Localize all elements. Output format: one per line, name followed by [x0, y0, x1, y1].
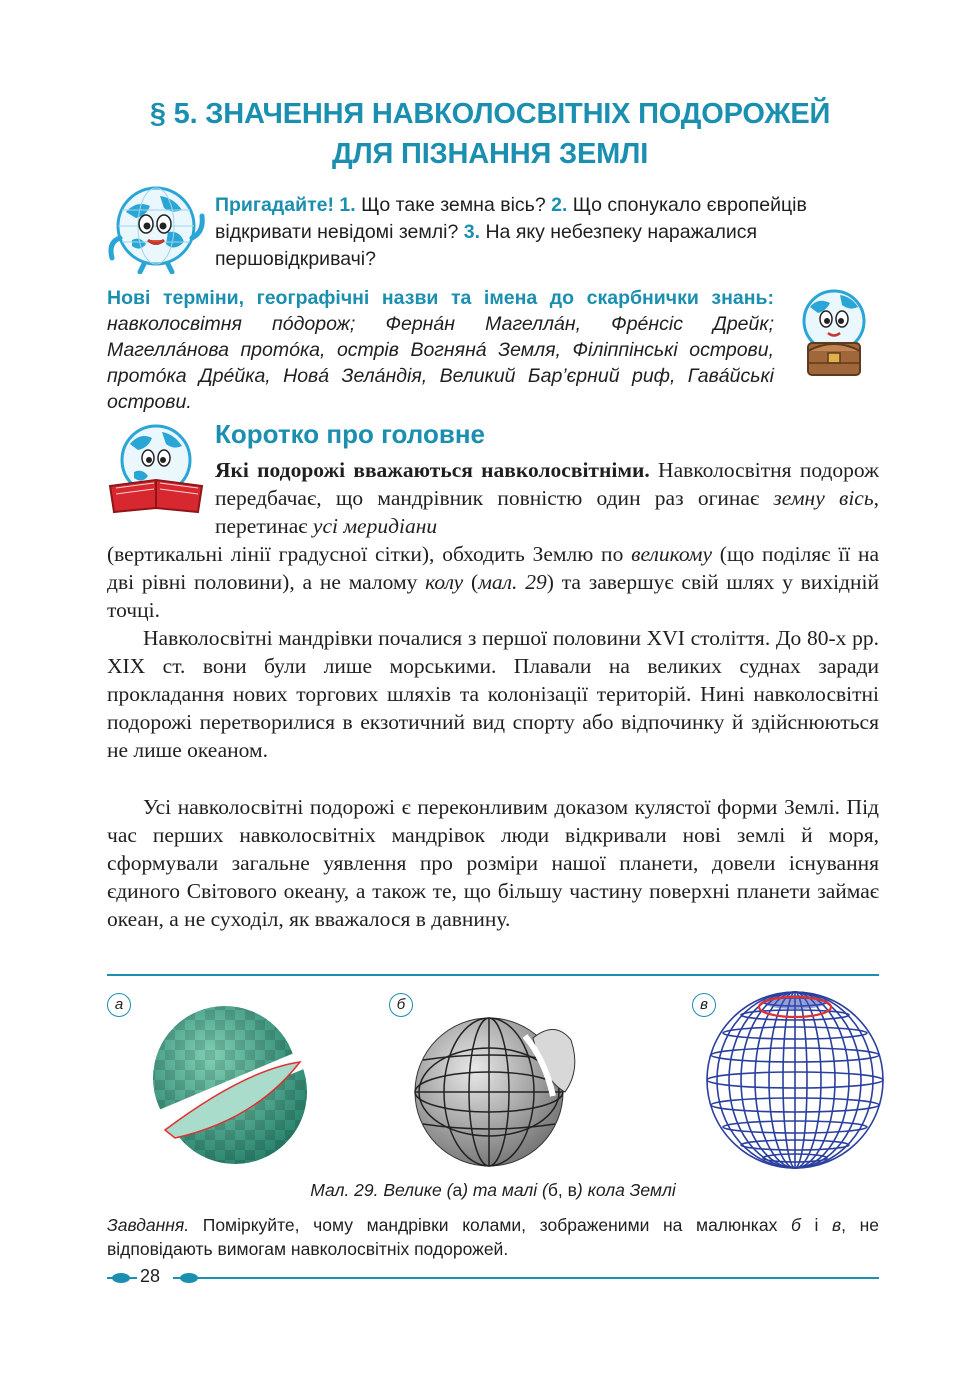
paragraph-1-lead [107, 456, 879, 540]
task-text-a: Поміркуйте, чому мандрівки колами, зображеними на малюнках [189, 1215, 791, 1235]
remember-block [215, 192, 883, 273]
globe-chest-icon [790, 285, 878, 381]
term-all-meridians: усі меридіани [312, 514, 438, 538]
page-title [100, 94, 880, 174]
paragraph-1-text-d: (що поділяє її на дві рівні половини), а не малому [107, 542, 879, 594]
figure-caption [107, 1180, 879, 1201]
caption-part-5: ) кола Землі [576, 1180, 676, 1200]
globe-mascot-icon [104, 182, 208, 274]
small-circle-sphere-grey [405, 1000, 595, 1170]
figure-label-c: в [692, 993, 716, 1017]
remember-label: Пригадайте! [215, 194, 334, 216]
paragraph-1-bold: Які подорожі вважаються навколосвітніми. [215, 458, 650, 482]
figure-reference: мал. 29 [478, 570, 547, 594]
title-line-1: § 5. ЗНАЧЕННЯ НАВКОЛОСВІТНІХ ПОДОРОЖЕЙ [149, 98, 831, 130]
figure-label-b: б [389, 993, 413, 1017]
footer-rule [107, 1268, 879, 1288]
question-number-1: 1. [339, 194, 356, 216]
term-great: великому [631, 542, 713, 566]
figure-divider [107, 974, 879, 976]
paragraph-1 [107, 456, 879, 624]
paragraph-1-text-f: ) та завершує свій шлях у вихідній точці. [107, 570, 879, 622]
task-and: і [800, 1215, 832, 1235]
caption-part-4: б, в [547, 1180, 577, 1200]
great-circle-sphere [135, 1000, 325, 1170]
paragraph-1-text-c: (вертикальні лінії градусної сітки), обходить Землю по [107, 542, 632, 566]
task-text-b: , не відповідають вимогам навколосвітніх подорожей. [107, 1215, 879, 1259]
question-2: Що спонукало європейців відкривати невідомі землі? [215, 194, 807, 243]
paragraph-1-text-b: , перетинає [215, 486, 879, 538]
small-circle-sphere-grid [700, 985, 890, 1175]
caption-part-3: ) та малі ( [462, 1180, 548, 1200]
question-1: Що таке земна вісь? [361, 194, 546, 216]
question-number-2: 2. [551, 194, 568, 216]
term-circle: колу [425, 570, 464, 594]
title-line-2: ДЛЯ ПІЗНАННЯ ЗЕМЛІ [331, 138, 649, 170]
task-block [107, 1213, 879, 1261]
task-ref-c: в [831, 1215, 842, 1235]
section-heading: Коротко про головне [215, 419, 485, 449]
paragraph-1-text-e: ( [463, 570, 479, 594]
terms-list: навколосвітня пóдорож; Фернáн Магеллáн, Фрéнсіс Дрейк; Магеллáнова протóка, острів Вогнянá Земля, Філіппінські острови, протóка Дрéйка, Новá Зелáндія, Великий Бар’єрний риф, Гавáйські острови. [107, 313, 774, 413]
caption-part-2: а [452, 1180, 463, 1200]
terms-label: Нові терміни, географічні назви та імена до скарбнички знань: [107, 287, 774, 309]
figure-label-a: а [107, 993, 131, 1017]
question-3: На яку небезпеку наражалися першовідкривачі? [215, 221, 758, 270]
page-number: 28 [140, 1266, 161, 1286]
terms-block [107, 285, 774, 415]
paragraph-3: Усі навколосвітні подорожі є переконливим доказом кулястої форми Землі. Під час перших навколосвітніх мандрівок люди відкривали нові землі й моря, сформували загальне уявлення про розміри нашої планети, довели існування єдиного Світового океану, а також те, що більшу частину поверхні планети займає океан, а не суходіл, як вважалося в давнину. [107, 795, 879, 931]
term-earth-axis: земну вісь [773, 486, 874, 510]
paragraph-2: Навколосвітні мандрівки почалися з першої половини XVI століття. До 80-х рр. XIX ст. вони були лише морськими. Плавали на великих суднах заради прокладання нових торгових шляхів та колонізації територій. Нині навколосвітні подорожі перетворилися в екзотичний вид спорту або відпочинку й здійснюються не лише океаном. [107, 626, 879, 762]
caption-part-1: Мал. 29. Велике ( [310, 1180, 453, 1200]
question-number-3: 3. [463, 221, 481, 243]
task-ref-b: б [790, 1215, 801, 1235]
task-label: Завдання. [107, 1215, 190, 1235]
paragraph-1-text-a: Навколосвітня подорож передбачає, що мандрівник повністю один раз огинає [215, 458, 879, 510]
